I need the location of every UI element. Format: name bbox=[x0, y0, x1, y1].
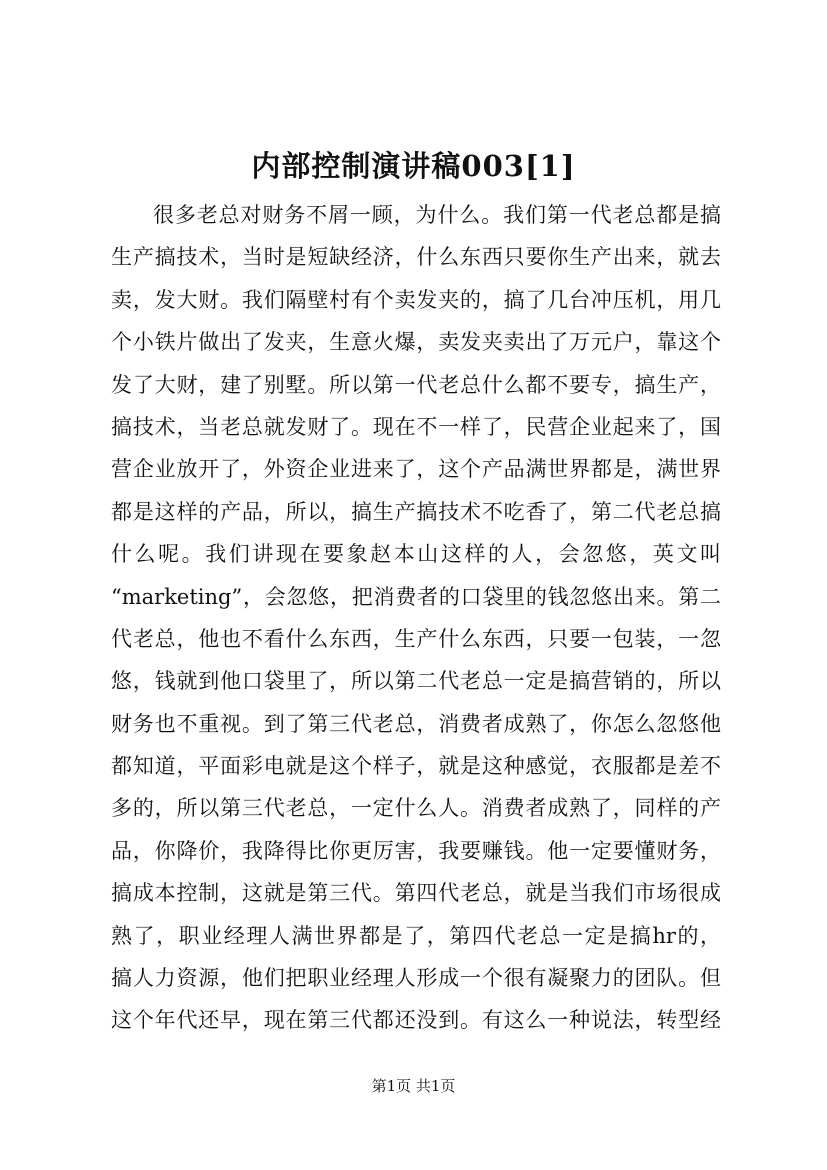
text-line: 营企业放开了，外资企业进来了，这个产品满世界都是，满世界 bbox=[111, 457, 721, 482]
text-line: 很多老总对财务不屑一顾，为什么。我们第一代老总都是搞 bbox=[153, 203, 721, 227]
document-title: 内部控制演讲稿003[1] bbox=[251, 149, 576, 183]
text-line: 个小铁片做出了发夹，生意火爆，卖发夹卖出了万元户，靠这个 bbox=[111, 330, 721, 355]
text-line: 熟了，职业经理人满世界都是了，第四代老总一定是搞hr的， bbox=[111, 923, 721, 948]
text-line: 搞技术，当老总就发财了。现在不一样了，民营企业起来了，国 bbox=[111, 414, 721, 439]
text-line: 代老总，他也不看什么东西，生产什么东西，只要一包装，一忽 bbox=[111, 626, 721, 651]
text-line: 搞人力资源，他们把职业经理人形成一个很有凝聚力的团队。但 bbox=[111, 966, 721, 991]
text-line: 都是这样的产品，所以，搞生产搞技术不吃香了，第二代老总搞 bbox=[111, 499, 721, 524]
text-line: 都知道，平面彩电就是这个样子，就是这种感觉，衣服都是差不 bbox=[111, 754, 721, 779]
body-paragraph bbox=[111, 194, 721, 1042]
text-line: 发了大财，建了别墅。所以第一代老总什么都不要专，搞生产， bbox=[111, 372, 721, 397]
text-line: 多的，所以第三代老总，一定什么人。消费者成熟了，同样的产 bbox=[111, 796, 721, 821]
page-footer: 第1页 共1页 bbox=[371, 1077, 456, 1095]
text-line: 什么呢。我们讲现在要象赵本山这样的人，会忽悠，英文叫 bbox=[111, 542, 721, 567]
text-line: “marketing”，会忽悠，把消费者的口袋里的钱忽悠出来。第二 bbox=[111, 584, 721, 609]
text-line: 悠，钱就到他口袋里了，所以第二代老总一定是搞营销的，所以 bbox=[111, 669, 721, 694]
text-line: 生产搞技术，当时是短缺经济，什么东西只要你生产出来，就去 bbox=[111, 245, 721, 270]
text-line: 这个年代还早，现在第三代都还没到。有这么一种说法，转型经 bbox=[111, 1008, 721, 1033]
text-line: 搞成本控制，这就是第三代。第四代老总，就是当我们市场很成 bbox=[111, 881, 721, 906]
text-line: 品，你降价，我降得比你更厉害，我要赚钱。他一定要懂财务， bbox=[111, 838, 721, 863]
text-line: 财务也不重视。到了第三代老总，消费者成熟了，你怎么忽悠他 bbox=[111, 711, 721, 736]
text-line: 卖，发大财。我们隔壁村有个卖发夹的，搞了几台冲压机，用几 bbox=[111, 287, 721, 312]
